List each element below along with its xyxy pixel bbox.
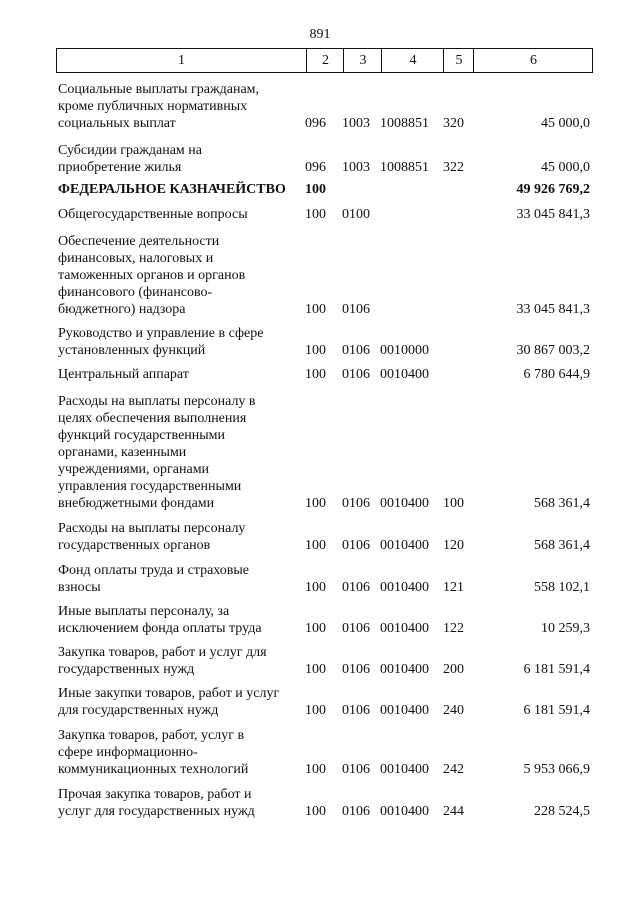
table-header <box>56 48 593 73</box>
header-col-6: 6 <box>473 49 593 72</box>
table-row <box>56 642 593 678</box>
row-col4: 1008851 <box>380 160 429 175</box>
row-description: Расходы на выплаты персоналу государственных органов <box>58 521 246 553</box>
page-number: 891 <box>309 27 331 42</box>
row-col2: 100 <box>305 343 326 358</box>
row-col3: 1003 <box>342 116 370 131</box>
row-description: Общегосударственные вопросы <box>58 207 248 222</box>
header-col-3: 3 <box>343 49 382 72</box>
row-col4: 0010400 <box>380 662 429 677</box>
row-col5: 200 <box>443 662 464 677</box>
row-description: Прочая закупка товаров, работ и услуг для государственных нужд <box>58 787 255 819</box>
header-col-1: 1 <box>178 53 185 68</box>
row-description: Руководство и управление в сфере установленных функций <box>58 326 264 358</box>
row-col3: 0100 <box>342 207 370 222</box>
table-row <box>56 784 593 820</box>
row-col3: 0106 <box>342 302 370 317</box>
table-row <box>56 390 593 512</box>
row-description: Фонд оплаты труда и страховые взносы <box>58 563 249 595</box>
row-amount: 228 524,5 <box>534 804 590 819</box>
row-amount: 10 259,3 <box>541 621 590 636</box>
table-row <box>56 683 593 719</box>
row-amount: 33 045 841,3 <box>516 302 590 317</box>
row-col5: 242 <box>443 762 464 777</box>
row-description: Иные выплаты персоналу, за исключением фонда оплаты труда <box>58 604 262 636</box>
row-col2: 096 <box>305 160 326 175</box>
row-col4: 1008851 <box>380 116 429 131</box>
row-col4: 0010400 <box>380 621 429 636</box>
table-row <box>56 601 593 637</box>
row-amount: 568 361,4 <box>534 538 590 553</box>
row-col2: 100 <box>305 580 326 595</box>
row-col5: 122 <box>443 621 464 636</box>
table-row <box>56 518 593 554</box>
table-row <box>56 323 593 359</box>
row-col5: 320 <box>443 116 464 131</box>
row-amount: 45 000,0 <box>541 160 590 175</box>
row-col4: 0010400 <box>380 580 429 595</box>
row-description: ФЕДЕРАЛЬНОЕ КАЗНАЧЕЙСТВО <box>58 182 286 197</box>
row-col2: 100 <box>305 621 326 636</box>
header-col-4: 4 <box>381 49 444 72</box>
row-amount: 6 780 644,9 <box>523 367 590 382</box>
row-col3: 0106 <box>342 496 370 511</box>
row-amount: 5 953 066,9 <box>523 762 590 777</box>
row-col3: 0106 <box>342 762 370 777</box>
row-col4: 0010400 <box>380 703 429 718</box>
row-amount: 49 926 769,2 <box>516 182 590 197</box>
row-col5: 240 <box>443 703 464 718</box>
row-col4: 0010400 <box>380 367 429 382</box>
row-col3: 1003 <box>342 160 370 175</box>
row-col5: 244 <box>443 804 464 819</box>
row-col2: 096 <box>305 116 326 131</box>
row-col3: 0106 <box>342 343 370 358</box>
row-col2: 100 <box>305 804 326 819</box>
row-amount: 568 361,4 <box>534 496 590 511</box>
table-row <box>56 180 593 198</box>
row-col3: 0106 <box>342 662 370 677</box>
row-description: Центральный аппарат <box>58 367 189 382</box>
row-col3: 0106 <box>342 580 370 595</box>
row-amount: 6 181 591,4 <box>523 703 590 718</box>
row-col3: 0106 <box>342 804 370 819</box>
row-col2: 100 <box>305 538 326 553</box>
row-description: Субсидии гражданам на приобретение жилья <box>58 143 202 175</box>
table-row <box>56 365 593 383</box>
row-col2: 100 <box>305 302 326 317</box>
row-description: Закупка товаров, работ и услуг для государственных нужд <box>58 645 267 677</box>
row-amount: 558 102,1 <box>534 580 590 595</box>
row-col5: 121 <box>443 580 464 595</box>
row-col3: 0106 <box>342 538 370 553</box>
row-col4: 0010400 <box>380 762 429 777</box>
row-amount: 45 000,0 <box>541 116 590 131</box>
table-row <box>56 725 593 778</box>
row-col4: 0010400 <box>380 538 429 553</box>
table-row <box>56 140 593 176</box>
row-description: Обеспечение деятельности финансовых, налоговых и таможенных органов и органов финансового (финансово- бюджетного) надзора <box>58 234 246 317</box>
table-row <box>56 78 593 132</box>
row-col5: 100 <box>443 496 464 511</box>
row-col2: 100 <box>305 662 326 677</box>
row-col5: 322 <box>443 160 464 175</box>
row-col4: 0010000 <box>380 343 429 358</box>
row-amount: 30 867 003,2 <box>516 343 590 358</box>
row-description: Расходы на выплаты персоналу в целях обеспечения выполнения функций государственными органами, казенными учреждениями, органами управления государственными внебюджетными фондами <box>58 394 256 511</box>
row-col2: 100 <box>305 207 326 222</box>
table-row <box>56 205 593 223</box>
row-description: Социальные выплаты гражданам, кроме публичных нормативных социальных выплат <box>58 82 260 131</box>
row-amount: 6 181 591,4 <box>523 662 590 677</box>
row-description: Иные закупки товаров, работ и услуг для государственных нужд <box>58 686 280 718</box>
table-row <box>56 229 593 318</box>
header-col-2: 2 <box>306 49 344 72</box>
row-col5: 120 <box>443 538 464 553</box>
row-amount: 33 045 841,3 <box>516 207 590 222</box>
row-col2: 100 <box>305 367 326 382</box>
row-col3: 0106 <box>342 367 370 382</box>
row-col3: 0106 <box>342 703 370 718</box>
row-col4: 0010400 <box>380 496 429 511</box>
table-row <box>56 560 593 596</box>
row-description: Закупка товаров, работ, услуг в сфере информационно- коммуникационных технологий <box>58 728 249 777</box>
row-col2: 100 <box>305 703 326 718</box>
header-col-5: 5 <box>443 49 474 72</box>
row-col2: 100 <box>305 496 326 511</box>
row-col2: 100 <box>305 762 326 777</box>
row-col4: 0010400 <box>380 804 429 819</box>
row-col3: 0106 <box>342 621 370 636</box>
row-col2: 100 <box>305 182 326 197</box>
